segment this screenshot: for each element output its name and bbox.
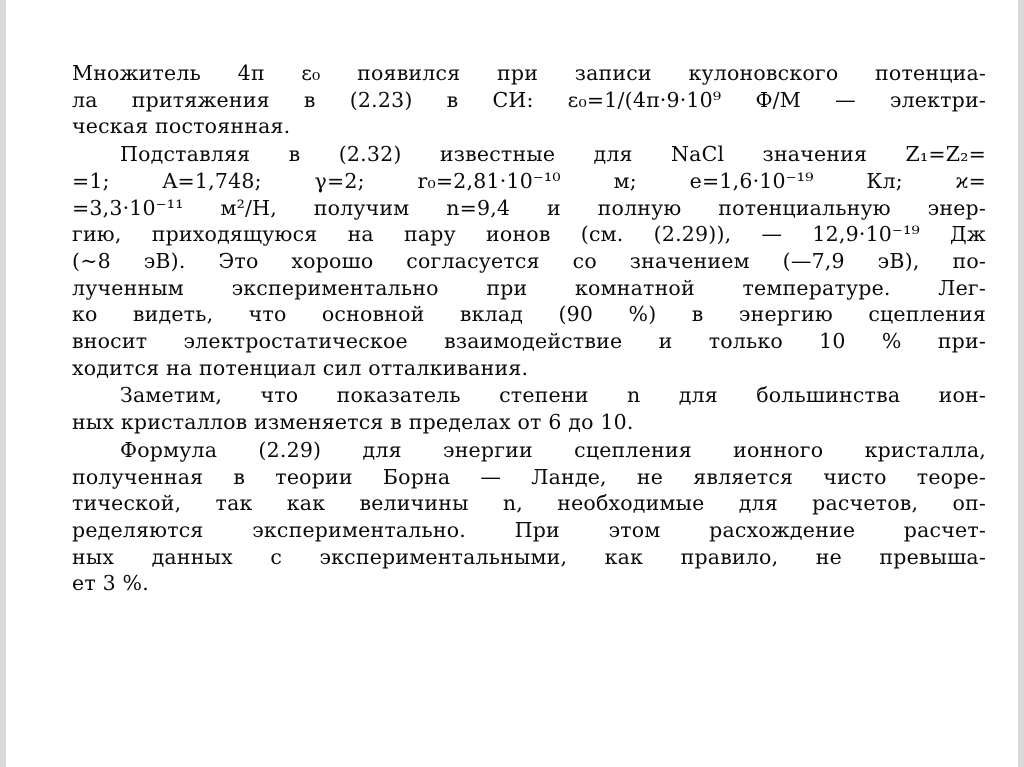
text-line: гию, приходящуюся на пару ионов (см. (2.29)), — 12,9·10⁻¹⁹ Дж xyxy=(72,222,986,247)
text-line: ных кристаллов изменяется в пределах от 6 до 10. xyxy=(72,410,634,435)
text-line: Формула (2.29) для энергии сцепления ионного кристалла, xyxy=(120,437,986,462)
text-line: полученная в теории Борна — Ланде, не является чисто теоре- xyxy=(72,464,986,489)
text-line: Заметим, что показатель степени n для большинства ион- xyxy=(120,383,986,408)
paragraph-4 xyxy=(72,437,986,597)
text-line: Множитель 4π ε₀ появился при записи кулоновского потенциа- xyxy=(72,61,986,85)
text-line: ных данных с экспериментальными, как правило, не превыша- xyxy=(72,544,986,569)
text-line: ла притяжения в (2.23) в СИ: ε₀=1/(4π·9·10⁹ Ф/М — электри- xyxy=(72,87,986,112)
text-line: Подставляя в (2.32) известные для NaCl значения Z₁=Z₂= xyxy=(120,142,986,167)
text-line: лученным экспериментально при комнатной температуре. Лег- xyxy=(72,275,986,300)
text-line: тической, так как величины n, необходимые для расчетов, оп- xyxy=(72,491,986,516)
text-line: (~8 эВ). Это хорошо согласуется со значением (—7,9 эВ), по- xyxy=(72,248,986,273)
text-line: ко видеть, что основной вклад (90 %) в энергию сцепления xyxy=(72,302,986,327)
text-line: ет 3 %. xyxy=(72,571,149,596)
paragraph-1 xyxy=(72,60,986,140)
paragraph-2 xyxy=(72,141,986,381)
text-body xyxy=(72,60,986,597)
text-line: ческая постоянная. xyxy=(72,114,291,139)
text-line: ределяются экспериментально. При этом расхождение расчет- xyxy=(72,517,986,542)
text-line: ходится на потенциал сил отталкивания. xyxy=(72,355,529,380)
paragraph-3 xyxy=(72,382,986,435)
text-line: вносит электростатическое взаимодействие и только 10 % при- xyxy=(72,329,986,354)
text-line: =3,3·10⁻¹¹ м²/Н, получим n=9,4 и полную потенциальную энер- xyxy=(72,195,986,220)
text-line: =1; A=1,748; γ=2; r₀=2,81·10⁻¹⁰ м; e=1,6·10⁻¹⁹ Кл; ϰ= xyxy=(72,168,986,193)
